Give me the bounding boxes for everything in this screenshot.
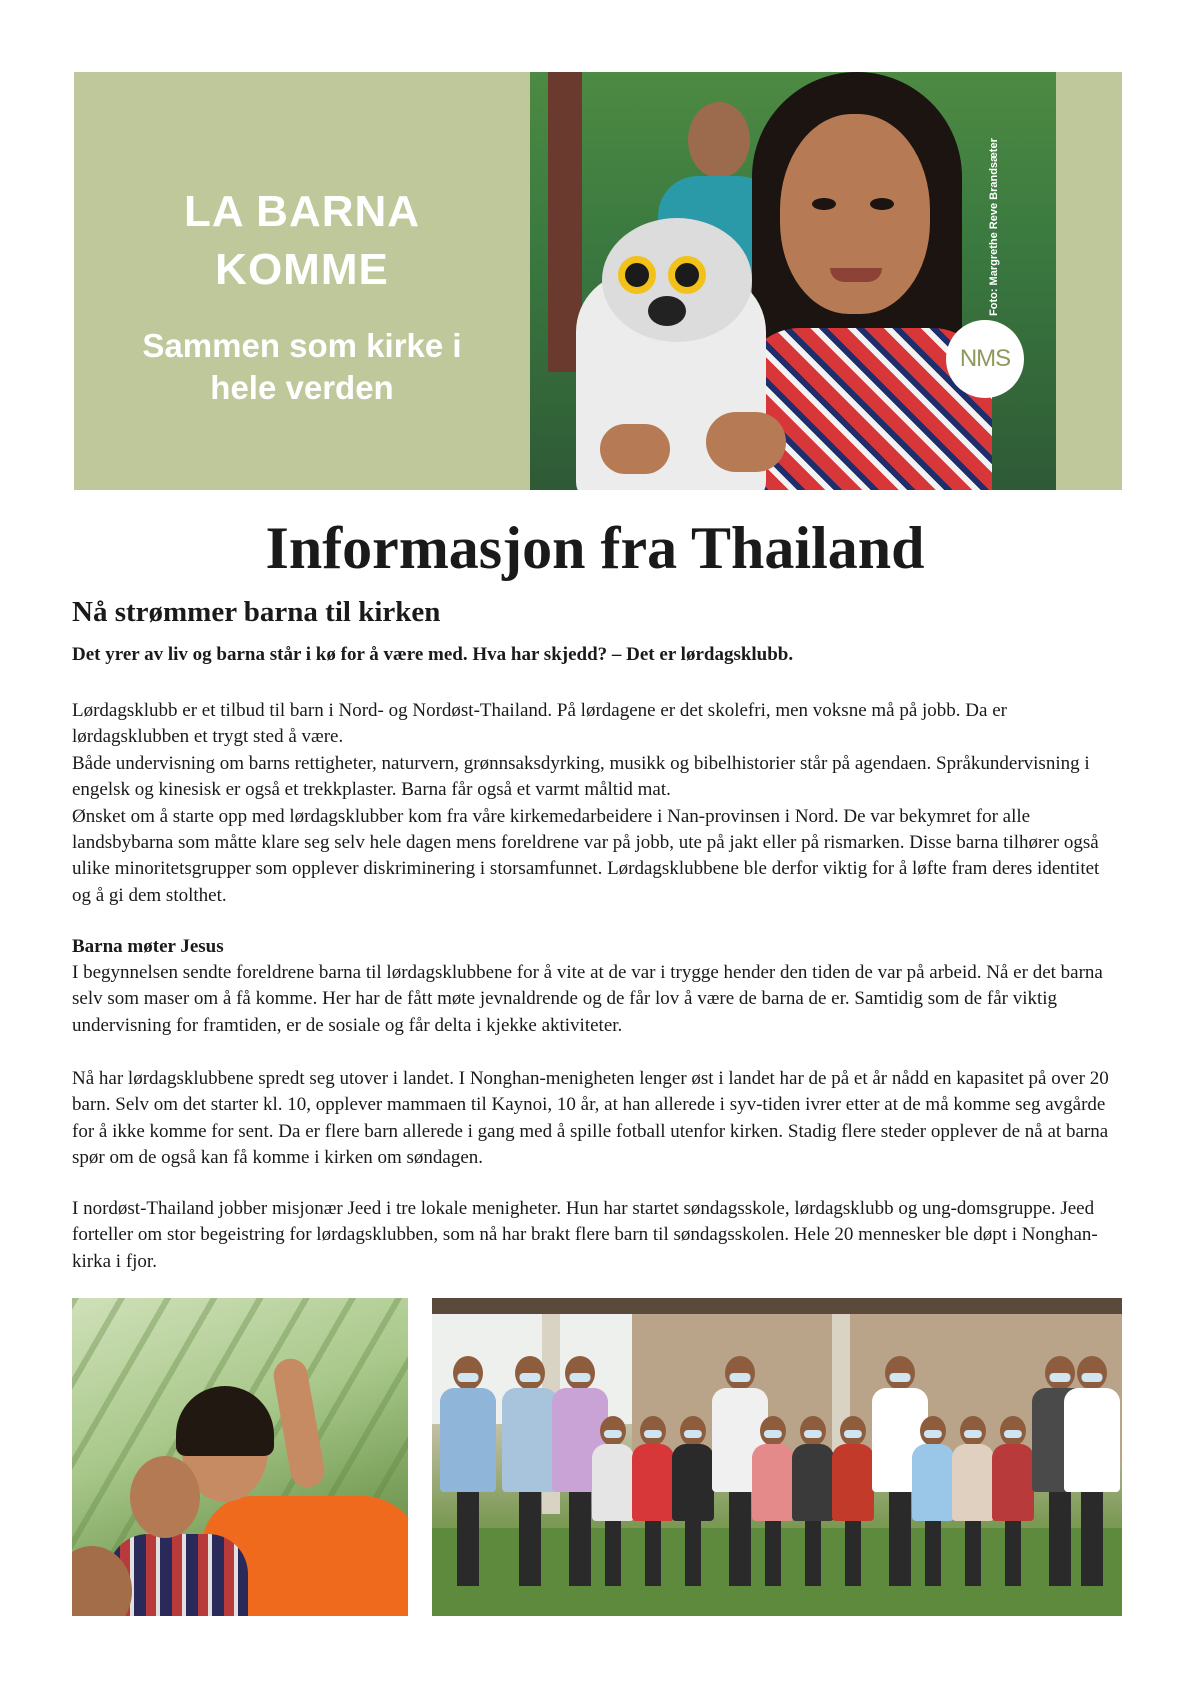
group-person <box>1064 1356 1120 1586</box>
paragraph-spread <box>72 1066 1122 1172</box>
group-person <box>502 1356 558 1586</box>
paragraph-text: I nordøst-Thailand jobber misjonær Jeed i tre lokale menigheter. Hun har startet søndagsskole, lørdagsklubb og ung-domsgruppe. Jeed forteller om stor begeistring for lørdagsklubben, som nå har brakt flere barn til søndagsskolen. Hele 20 mennesker ble døpt i Nonghan-kirka i fjor. <box>72 1198 1098 1272</box>
page-title: Informasjon fra Thailand <box>265 515 925 581</box>
group-person <box>912 1416 954 1586</box>
paragraph-background: Ønsket om å starte opp med lørdagsklubber kom fra våre kirkemedarbeidere i Nan-provinsen i Nord. De var bekymret for alle landsbybarna som måtte klare seg selv hele dagen mens foreldrene var på jobb, ute på jakt eller på rismarken. Disse barna tilhører også ulike minoritetsgrupper som opplever diskriminering i storsamfunnet. Lørdagsklubbene ble derfor viktig for å løfte fram deres identitet og å gi dem stolthet. <box>72 805 1100 906</box>
paragraph-text: Nå har lørdagsklubbene spredt seg utover i landet. I Nonghan-menigheten lenger øst i landet har de på et år nådd en kapasitet på over 20 barn. Selv om det starter kl. 10, opplever mammaen til Kaynoi, 10 år, at han allerede i syv-tiden ivrer etter at de må komme seg avgårde for å ikke komme for sent. Da er flere barn allerede i gang med å spille fotball utenfor kirken. Stadig flere steder opplever de nå at barna spør om de også kan få komme i kirken om søndagen. <box>72 1068 1109 1169</box>
paragraph-parents <box>72 960 1122 1039</box>
photo-credit: Foto: Margrethe Reve Brandsæter <box>988 138 1000 316</box>
group-person <box>672 1416 714 1586</box>
paragraph-intro: Lørdagsklubb er et tilbud til barn i Nord- og Nordøst-Thailand. På lørdagene er det skolefri, men voksne må på jobb. Da er lørdagsklubben et trygt sted å være. <box>72 700 1007 748</box>
group-person <box>952 1416 994 1586</box>
photo-woman-pointing-with-children <box>72 1298 408 1616</box>
banner-title: LA BARNA KOMME <box>183 187 421 294</box>
group-person <box>752 1416 794 1586</box>
nms-logo: NMS <box>946 320 1024 398</box>
paragraph-text: I begynnelsen sendte foreldrene barna til lørdagsklubbene for å vite at de var i trygge hender den tiden de var på arbeid. Nå er det barna selv som maser om å få komme. Her har de fått møte jevnaldrende og de får lov å være de barna de er. Samtidig som de får viktig undervisning for framtiden, er de sosiale og får delta i kjekke aktiviteter. <box>72 962 1103 1036</box>
banner-subtitle: Sammen som kirke i hele verden <box>142 327 462 406</box>
group-person <box>592 1416 634 1586</box>
lead-paragraph: Det yrer av liv og barna står i kø for å være med. Hva har skjedd? – Det er lørdagsklubb. <box>72 644 794 665</box>
group-person <box>792 1416 834 1586</box>
banner-title-panel <box>74 72 530 490</box>
paragraph-teaching: Både undervisning om barns rettigheter, naturvern, grønnsaksdyrking, musikk og bibelhistorier står på agendaen. Språkundervisning i engelsk og kinesisk er også et trekkplaster. Barna får også et varmt måltid mat. <box>72 752 1090 801</box>
paragraph-missionary <box>72 1196 1122 1275</box>
banner-side-strip <box>1056 72 1122 490</box>
group-person <box>440 1356 496 1586</box>
group-person <box>832 1416 874 1586</box>
photo-group-of-children-outside-church <box>432 1298 1122 1616</box>
group-person <box>992 1416 1034 1586</box>
header-photo-girl-with-lemur-toy <box>530 72 1056 490</box>
group-person <box>632 1416 674 1586</box>
intro-paragraphs <box>72 698 1122 909</box>
subheading-barna-moter-jesus: Barna møter Jesus <box>72 936 224 957</box>
header-banner <box>74 72 1122 490</box>
section-title: Nå strømmer barna til kirken <box>72 596 441 628</box>
